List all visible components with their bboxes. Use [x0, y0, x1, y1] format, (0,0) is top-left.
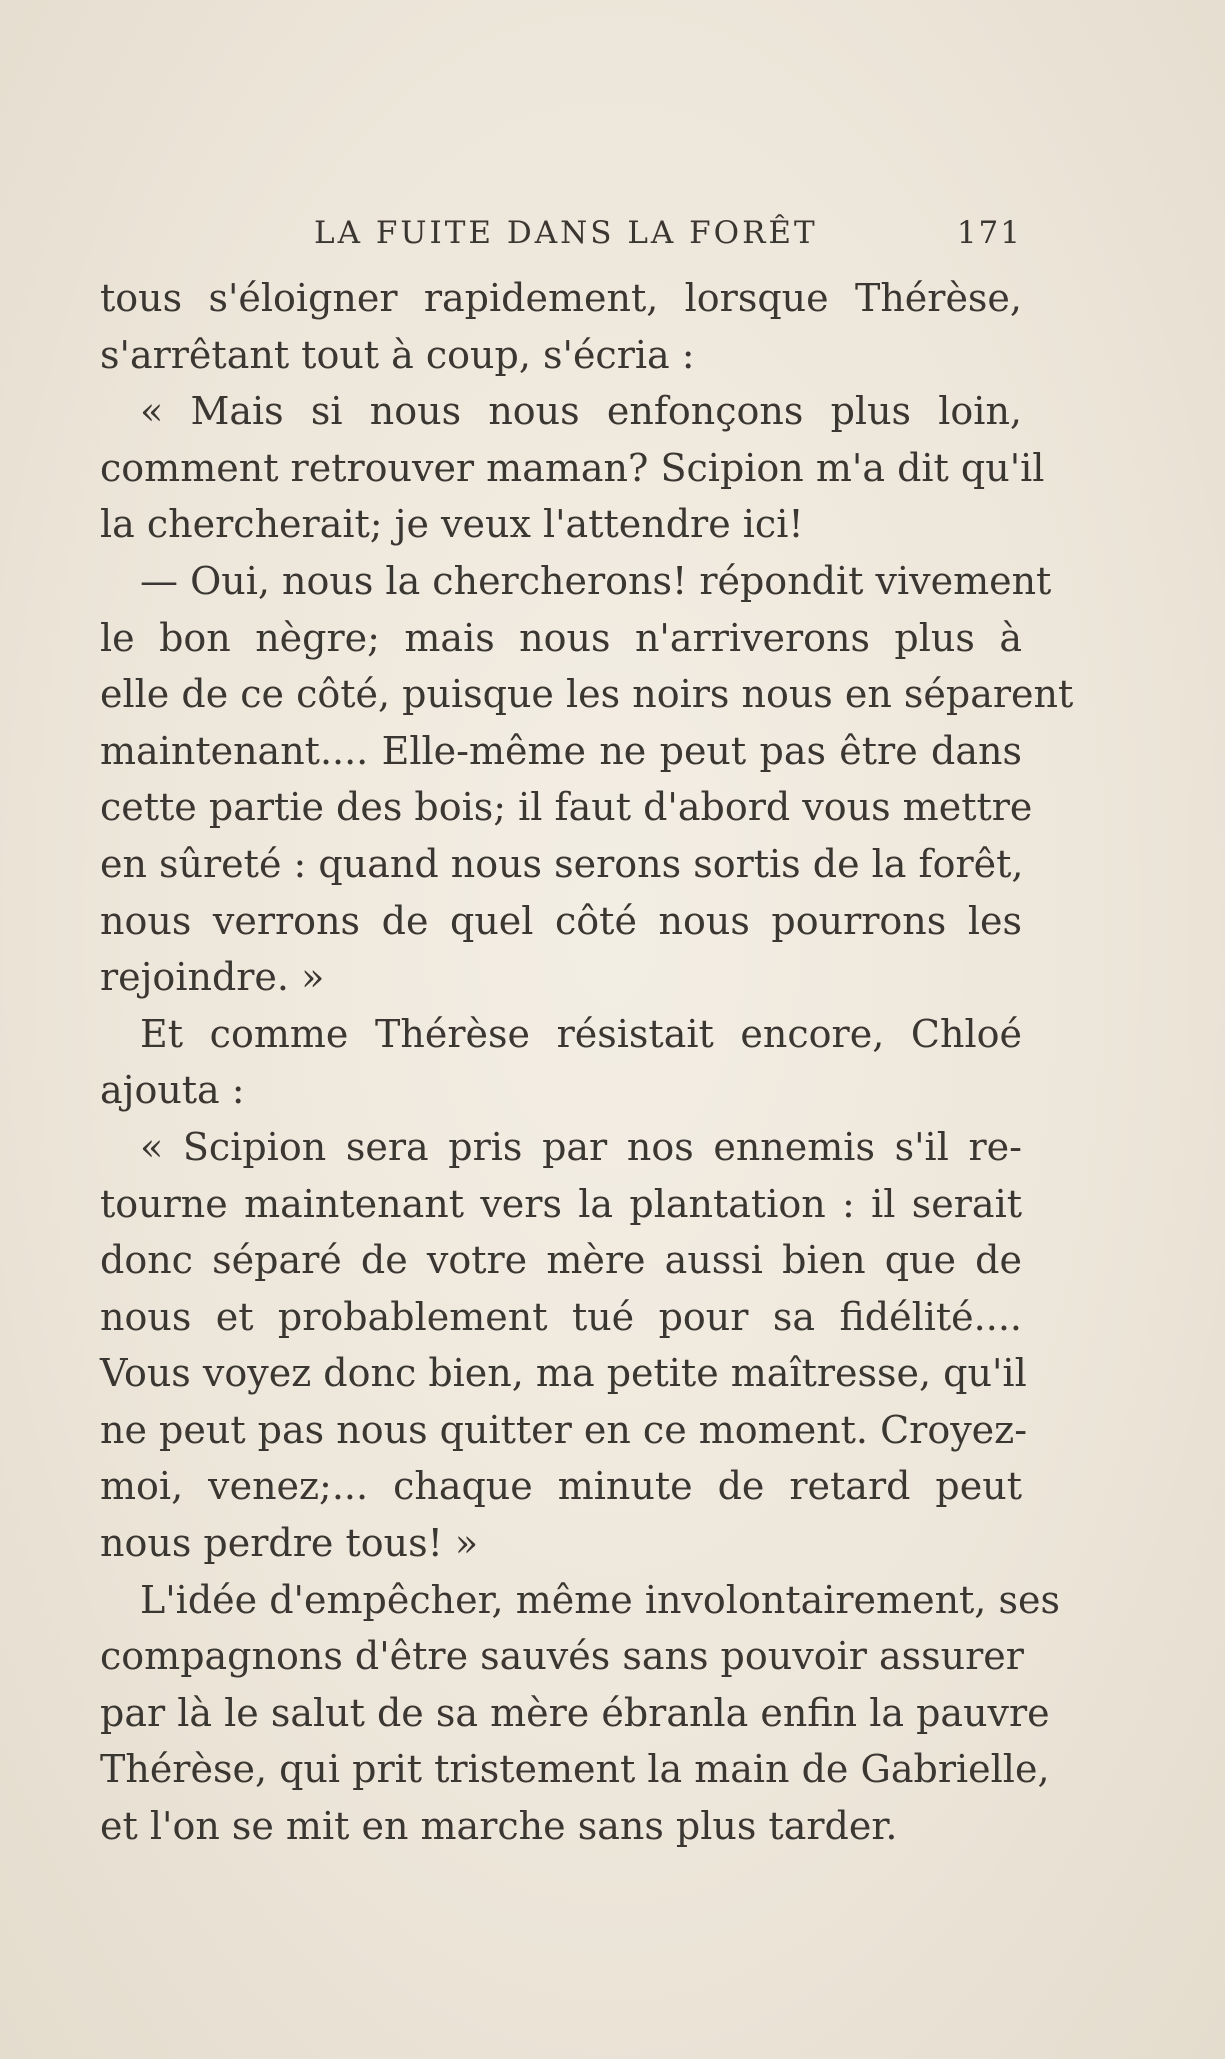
- text-line: — Oui, nous la chercherons! répondit vivement: [140, 558, 1052, 603]
- text-line: maintenant.... Elle-même ne peut pas être dans: [100, 728, 1022, 773]
- running-title: LA FUITE DANS LA FORÊT: [314, 215, 818, 251]
- page-number: 171: [956, 215, 1022, 251]
- text-line: elle de ce côté, puisque les noirs nous en séparent: [100, 672, 1074, 717]
- text-line: en sûreté : quand nous serons sortis de la forêt,: [100, 841, 1024, 886]
- text-line: comment retrouver maman? Scipion m'a dit qu'il: [100, 445, 1045, 490]
- text-line: Et comme Thérèse résistait encore, Chloé: [140, 1011, 1022, 1056]
- text-line: par là le salut de sa mère ébranla enfin la pauvre: [100, 1690, 1050, 1735]
- text-line: nous verrons de quel côté nous pourrons les: [100, 898, 1022, 943]
- text-line: nous et probablement tué pour sa fidélité....: [100, 1294, 1022, 1339]
- text-line: Vous voyez donc bien, ma petite maîtresse, qu'il: [100, 1351, 1027, 1396]
- text-line: tourne maintenant vers la plantation : il serait: [100, 1181, 1022, 1226]
- text-line: « Mais si nous nous enfonçons plus loin,: [140, 389, 1022, 434]
- page-header: [100, 215, 1022, 267]
- book-page: [100, 215, 1074, 1855]
- text-line: le bon nègre; mais nous n'arriverons plus à: [100, 615, 1022, 660]
- text-line: L'idée d'empêcher, même involontairement, ses: [140, 1577, 1060, 1622]
- text-line: compagnons d'être sauvés sans pouvoir assurer: [100, 1634, 1024, 1679]
- text-line: tous s'éloigner rapidement, lorsque Thérèse,: [100, 276, 1022, 320]
- text-line: s'arrêtant tout à coup, s'écria :: [100, 332, 695, 377]
- text-line: nous perdre tous! »: [100, 1521, 479, 1566]
- text-line: Thérèse, qui prit tristement la main de Gabrielle,: [100, 1747, 1050, 1792]
- text-line: moi, venez;... chaque minute de retard peut: [100, 1464, 1022, 1509]
- text-line: cette partie des bois; il faut d'abord vous mettre: [100, 785, 1033, 830]
- body-text: [100, 270, 1074, 1855]
- text-line: rejoindre. »: [100, 955, 325, 1000]
- text-line: ajouta :: [100, 1068, 245, 1113]
- text-line: donc séparé de votre mère aussi bien que de: [100, 1238, 1022, 1283]
- text-line: « Scipion sera pris par nos ennemis s'il re-: [140, 1124, 1022, 1169]
- text-line: et l'on se mit en marche sans plus tarder.: [100, 1804, 898, 1849]
- text-line: la chercherait; je veux l'attendre ici!: [100, 502, 804, 547]
- text-line: ne peut pas nous quitter en ce moment. Croyez-: [100, 1407, 1028, 1452]
